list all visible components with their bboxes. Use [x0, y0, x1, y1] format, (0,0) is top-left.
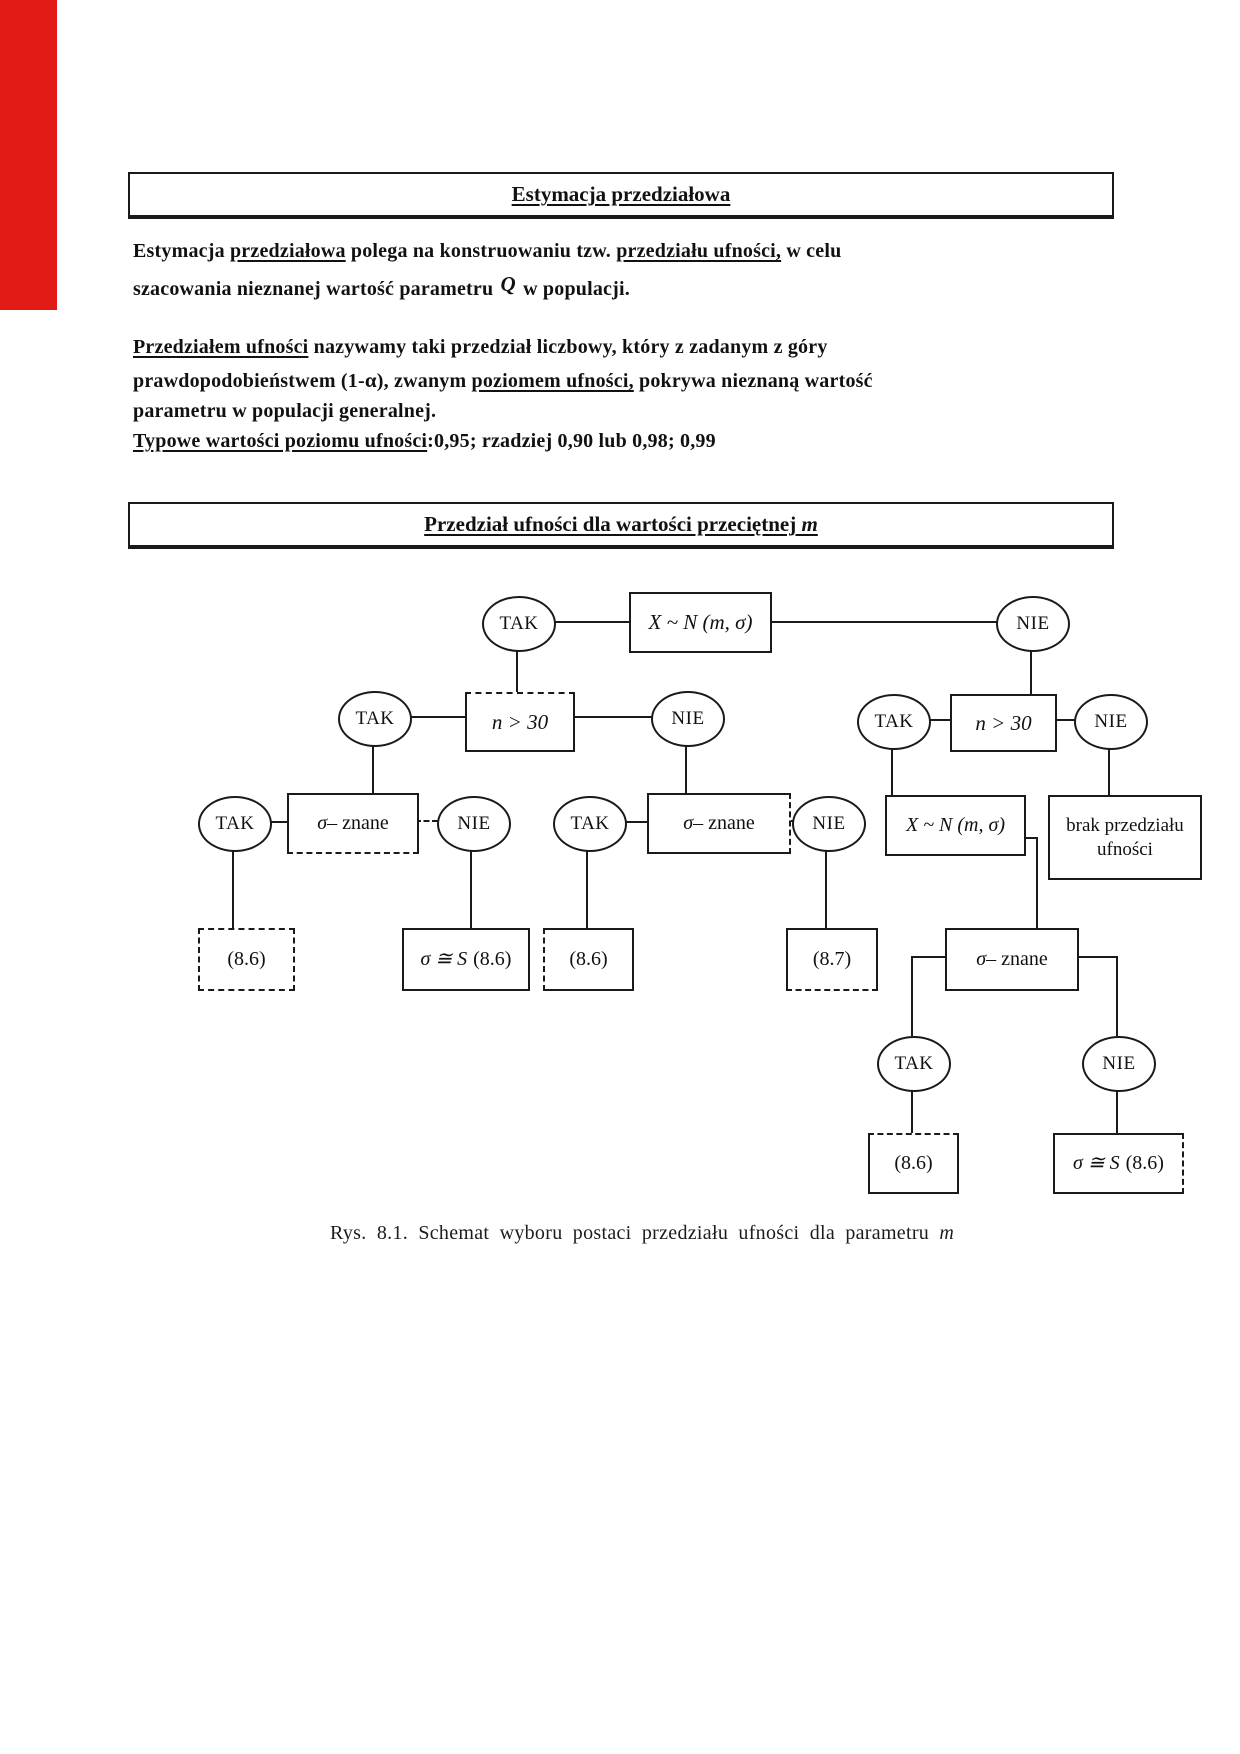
text-run: prawdopodobieństwem (1-	[133, 370, 365, 392]
leaf-ref-8-6	[543, 928, 634, 991]
node-label: NIE	[1094, 711, 1128, 732]
paragraph2-line3	[133, 400, 436, 423]
node-asymptotic-distribution-box	[885, 795, 1026, 856]
connector-line	[372, 742, 374, 793]
connector-line	[407, 716, 465, 718]
sigma-symbol: σ	[976, 948, 987, 970]
paragraph1-line1	[133, 240, 841, 263]
underlined-term: Typowe wartości poziomu ufności	[133, 430, 428, 452]
node-label: TAK	[215, 813, 255, 834]
paragraph2-line2	[133, 368, 873, 393]
connector-line	[911, 956, 913, 1036]
node-sigma-mid-no	[792, 796, 866, 852]
paragraph2-line4	[133, 430, 716, 453]
node-label: TAK	[355, 708, 395, 729]
paragraph1-line2	[133, 272, 630, 301]
node-label: NIE	[457, 813, 491, 834]
connector-line	[571, 716, 652, 718]
underlined-term: przedziału ufności,	[616, 240, 782, 262]
node-label: TAK	[894, 1053, 934, 1074]
node-label: NIE	[1102, 1053, 1136, 1074]
node-sigma-right-yes	[877, 1036, 951, 1092]
connector-line	[891, 745, 893, 795]
connector-line	[516, 648, 518, 695]
connector-line	[685, 742, 687, 793]
node-sigma-known-left-box	[287, 793, 419, 854]
text-run: nazywamy taki przedział liczbowy, który z zadanym z góry	[308, 336, 828, 358]
node-label: (8.7)	[812, 948, 852, 970]
section-title-przedzial-ufnosci	[128, 502, 1114, 549]
connector-line	[1116, 1088, 1118, 1133]
sigma-approx-s-symbol: σ ≅ S	[1073, 1152, 1120, 1174]
node-sigma-right-no	[1082, 1036, 1156, 1092]
sigma-symbol: σ	[317, 812, 328, 834]
node-label: (8.6)	[473, 948, 512, 970]
node-n30-left-box	[465, 692, 575, 752]
node-label: brak przedziału ufności	[1066, 814, 1184, 860]
text-run: szacowania nieznanej wartość parametru	[133, 278, 499, 300]
connector-line	[911, 1088, 913, 1133]
node-n30-left-yes	[338, 691, 412, 747]
node-label: X ~ N (m, σ)	[905, 814, 1005, 836]
node-label: NIE	[812, 813, 846, 834]
node-label: NIE	[671, 708, 705, 729]
connector-line	[1030, 645, 1032, 695]
connector-line	[1075, 956, 1118, 958]
node-label: X ~ N (m, σ)	[648, 610, 753, 635]
node-n30-right-yes	[857, 694, 931, 750]
underlined-term: poziomem ufności,	[471, 370, 634, 392]
section-title-text: Estymacja przedziałowa	[511, 182, 731, 206]
red-margin-strip	[0, 0, 57, 310]
leaf-ref-8-7	[786, 928, 878, 991]
node-sigma-known-mid-box	[647, 793, 791, 854]
connector-line	[552, 621, 629, 623]
sigma-approx-s-symbol: σ ≅ S	[420, 948, 468, 970]
text-run: Estymacja	[133, 240, 230, 262]
section-title-text: Przedział ufności dla wartości przeciętnej	[424, 512, 802, 536]
parameter-m-symbol: m	[801, 512, 818, 536]
text-run: ), zwanym	[376, 370, 472, 392]
connector-line	[470, 848, 472, 928]
connector-line	[586, 848, 588, 928]
section-title-estymacja	[128, 172, 1114, 219]
node-n30-left-no	[651, 691, 725, 747]
figure-caption	[330, 1222, 954, 1245]
connector-line	[1108, 745, 1110, 795]
node-label: NIE	[1016, 613, 1050, 634]
node-label: (8.6)	[1125, 1152, 1164, 1174]
text-run: :0,95; rzadziej 0,90 lub 0,98; 0,99	[427, 430, 716, 452]
node-label: n > 30	[491, 709, 549, 734]
node-n30-right-no	[1074, 694, 1148, 750]
caption-text: Rys. 8.1. Schemat wyboru postaci przedziału ufności dla parametru	[330, 1222, 940, 1244]
connector-line	[232, 848, 234, 928]
node-label: (8.6)	[569, 948, 608, 970]
node-label: TAK	[570, 813, 610, 834]
underlined-term: przedziałowa	[229, 240, 346, 262]
leaf-sigma-approx-s-8-6	[1053, 1133, 1184, 1194]
sigma-symbol: σ	[683, 812, 694, 834]
underlined-term: Przedziałem ufności	[133, 336, 309, 358]
node-no-interval-box	[1048, 795, 1202, 880]
alpha-symbol: α	[364, 368, 377, 392]
node-n30-right-box	[950, 694, 1057, 752]
node-label: n > 30	[975, 710, 1032, 735]
connector-line	[768, 621, 997, 623]
node-label: (8.6)	[227, 948, 266, 970]
leaf-ref-8-6	[198, 928, 295, 991]
connector-line	[911, 956, 945, 958]
parameter-q-symbol: Q	[500, 272, 516, 296]
node-label: TAK	[499, 613, 539, 634]
node-label: – znane	[693, 812, 755, 834]
leaf-sigma-approx-s-8-6	[402, 928, 530, 991]
connector-line	[1036, 837, 1038, 928]
node-sigma-known-right-box	[945, 928, 1079, 991]
node-root-yes	[482, 596, 556, 652]
leaf-ref-8-6	[868, 1133, 959, 1194]
node-label: – znane	[327, 812, 389, 834]
node-sigma-left-no	[437, 796, 511, 852]
node-root-no	[996, 596, 1070, 652]
text-run: w celu	[781, 240, 842, 262]
paragraph2-line1	[133, 336, 828, 359]
connector-line	[1116, 956, 1118, 1036]
node-sigma-mid-yes	[553, 796, 627, 852]
text-run: polega na konstruowaniu tzw.	[345, 240, 617, 262]
node-label: TAK	[874, 711, 914, 732]
parameter-m-symbol: m	[939, 1222, 955, 1244]
node-label: (8.6)	[894, 1152, 933, 1174]
node-label: – znane	[986, 948, 1048, 970]
text-run: w populacji.	[517, 278, 630, 300]
node-distribution-box	[629, 592, 772, 653]
text-run: parametru w populacji generalnej.	[133, 400, 437, 422]
node-sigma-left-yes	[198, 796, 272, 852]
connector-line	[825, 848, 827, 928]
text-run: pokrywa nieznaną wartość	[633, 370, 873, 392]
